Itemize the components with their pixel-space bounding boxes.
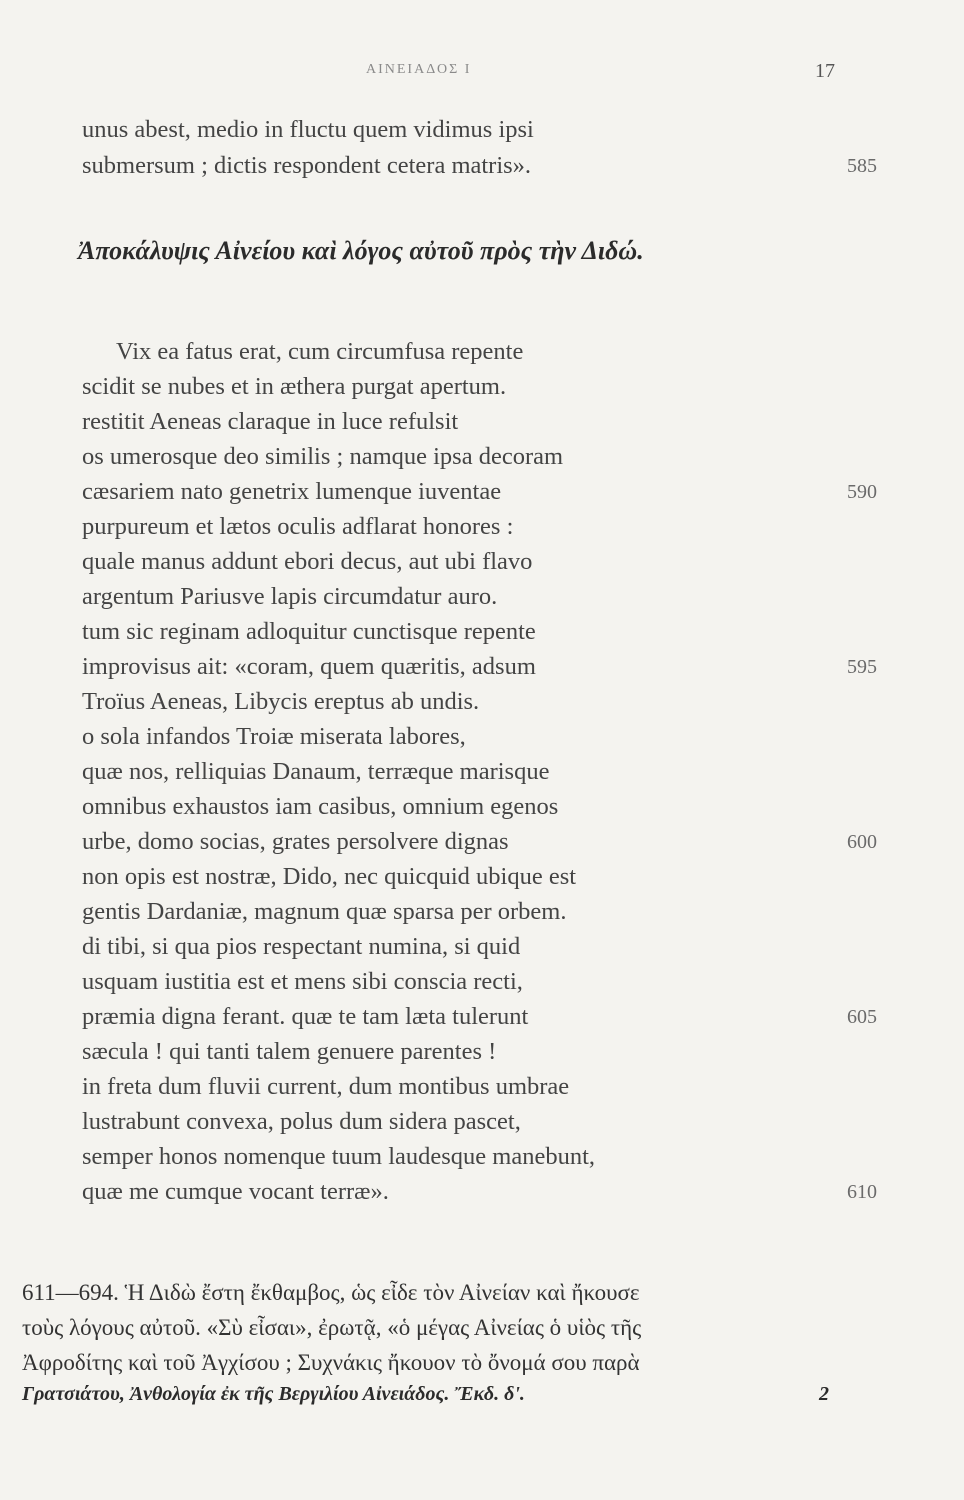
verse-line: improvisus ait: «coram, quem quæritis, adsum: [82, 653, 536, 680]
line-number: 600: [847, 831, 877, 853]
verse-line: quale manus addunt ebori decus, aut ubi flavo: [82, 548, 533, 575]
verse-line: tum sic reginam adloquitur cunctisque repente: [82, 618, 536, 645]
verse-line: os umerosque deo similis ; namque ipsa decoram: [82, 443, 564, 470]
commentary-line: 611—694. Ἡ Διδὼ ἔστη ἔκθαμβος, ὡς εἶδε τὸν Αἰνείαν καὶ ἤκουσε: [22, 1280, 640, 1305]
verse-line: restitit Aeneas claraque in luce refulsit: [82, 408, 459, 435]
footer: [22, 1383, 942, 1413]
verse-line: quæ nos, relliquias Danaum, terræque marisque: [82, 758, 550, 785]
signature-mark: 2: [819, 1383, 829, 1405]
verse-line: non opis est nostræ, Dido, nec quicquid ubique est: [82, 863, 577, 890]
line-number: 610: [847, 1181, 877, 1203]
verse-line: Troïus Aeneas, Libycis ereptus ab undis.: [82, 688, 480, 715]
running-title: ΑΙΝΕΙΑΔΟΣ Ι: [366, 62, 472, 77]
verse-line: argentum Pariusve lapis circumdatur auro.: [82, 583, 498, 610]
verse-line: præmia digna ferant. quæ te tam læta tulerunt: [82, 1003, 529, 1030]
verse-line: quæ me cumque vocant terræ».: [82, 1178, 389, 1205]
line-number: 590: [847, 481, 877, 503]
verse-line: lustrabunt convexa, polus dum sidera pascet,: [82, 1108, 521, 1135]
verse-line: purpureum et lætos oculis adflarat honores :: [82, 513, 514, 540]
verse-line: omnibus exhaustos iam casibus, omnium egenos: [82, 793, 559, 820]
running-head: [0, 62, 964, 86]
commentary-line: τοὺς λόγους αὐτοῦ. «Σὺ εἶσαι», ἐρωτᾷ, «ὁ μέγας Αἰνείας ὁ υἱὸς τῆς: [22, 1315, 642, 1340]
verse-line: o sola infandos Troiæ miserata labores,: [82, 723, 466, 750]
line-number: 595: [847, 656, 877, 678]
section-heading: Ἀποκάλυψις Αἰνείου καὶ λόγος αὐτοῦ πρὸς τὴν Διδώ.: [78, 236, 644, 265]
commentary-line: Ἀφροδίτης καὶ τοῦ Ἀγχίσου ; Συχνάκις ἤκουον τὸ ὄνομά σου παρὰ: [22, 1350, 640, 1375]
verse-line: usquam iustitia est et mens sibi conscia recti,: [82, 968, 523, 995]
verse-line: unus abest, medio in fluctu quem vidimus ipsi: [82, 116, 534, 143]
line-number: 585: [847, 155, 877, 177]
verse-line: sæcula ! qui tanti talem genuere parentes !: [82, 1038, 497, 1065]
verse-line: gentis Dardaniæ, magnum quæ sparsa per orbem.: [82, 898, 567, 925]
verse-line: in freta dum fluvii current, dum montibus umbrae: [82, 1073, 570, 1100]
line-number: 605: [847, 1006, 877, 1028]
verse-line: semper honos nomenque tuum laudesque manebunt,: [82, 1143, 596, 1170]
verse-line: Vix ea fatus erat, cum circumfusa repente: [116, 338, 524, 365]
verse-line: scidit se nubes et in æthera purgat apertum.: [82, 373, 507, 400]
verse-line: urbe, domo socias, grates persolvere dignas: [82, 828, 509, 855]
page-number: 17: [815, 60, 835, 82]
verse-line: submersum ; dictis respondent cetera matris».: [82, 152, 532, 179]
footer-citation: Γρατσιάτου, Ἀνθολογία ἐκ τῆς Βεργιλίου Αἰνειάδος. Ἔκδ. δ'.: [22, 1383, 525, 1405]
verse-line: cæsariem nato genetrix lumenque iuventae: [82, 478, 502, 505]
verse-line: di tibi, si qua pios respectant numina, si quid: [82, 933, 521, 960]
